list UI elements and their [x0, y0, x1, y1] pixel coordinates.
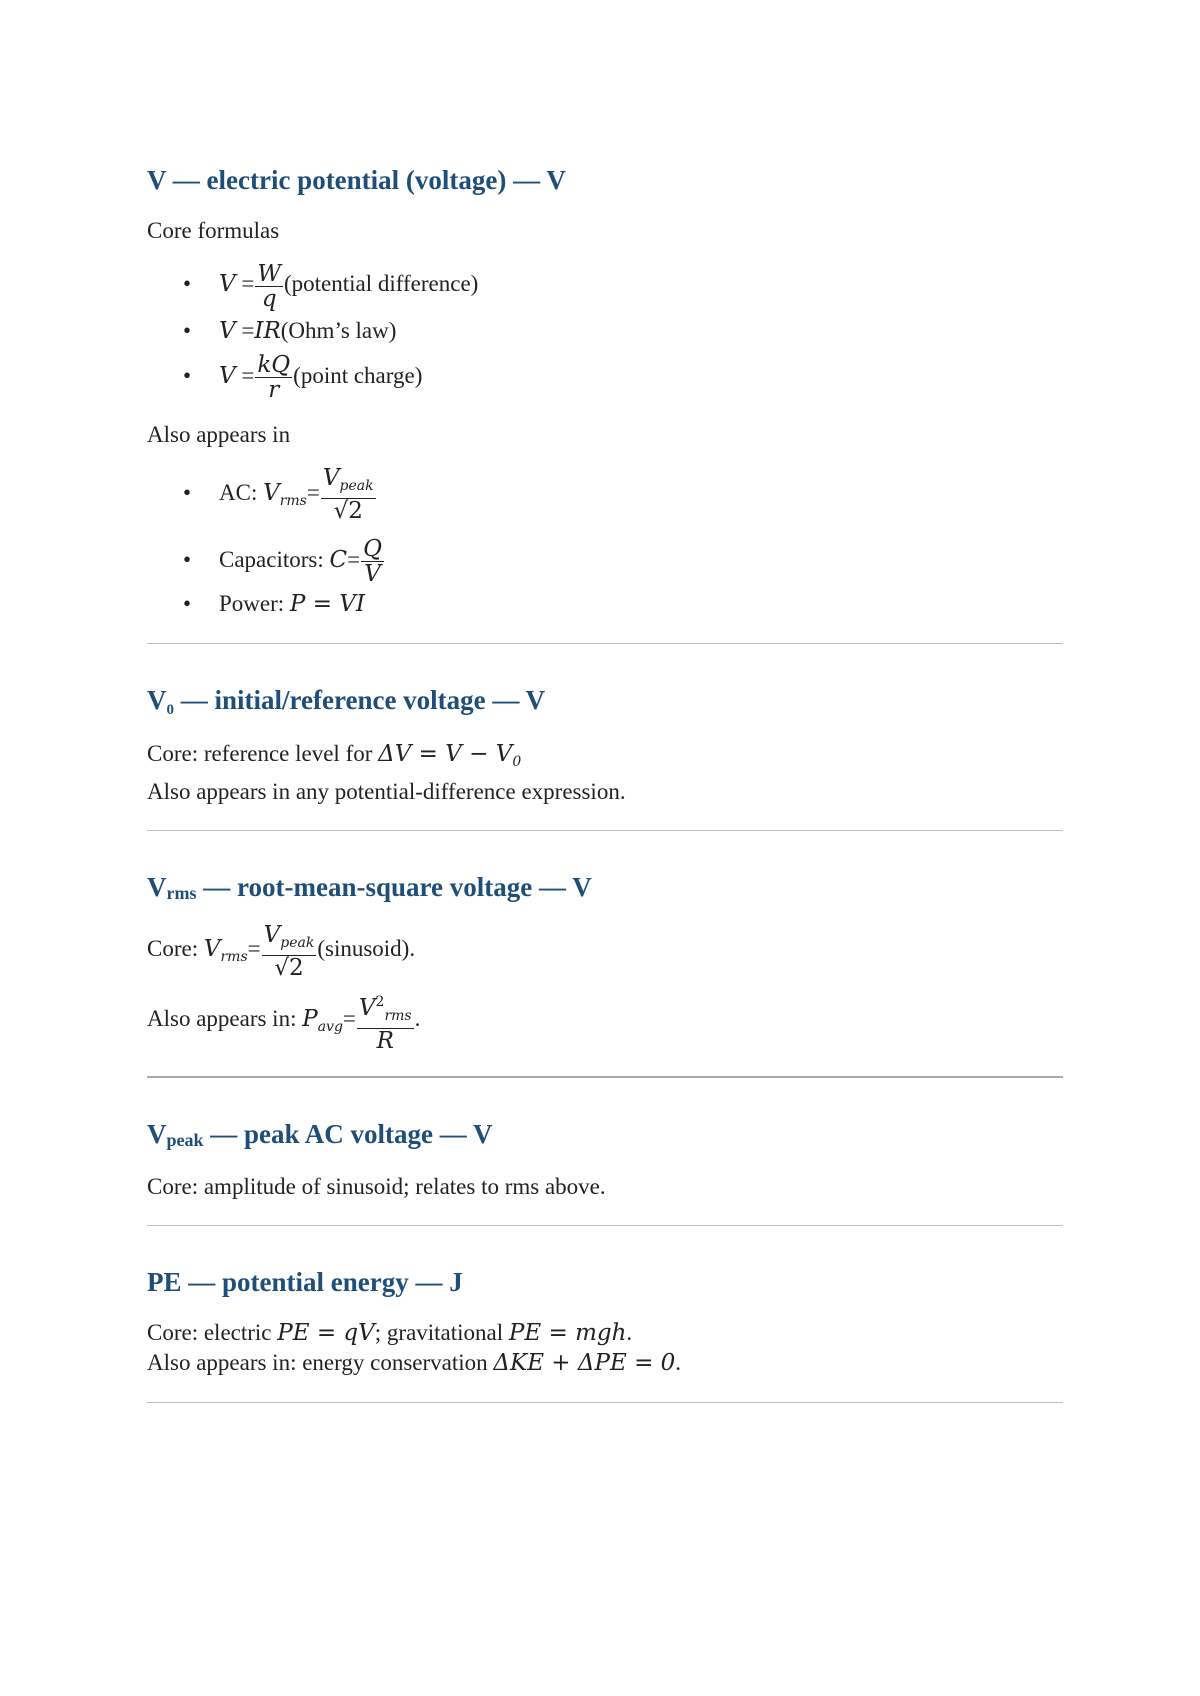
also-text: [147, 1348, 1063, 1378]
fraction-denominator: √2: [262, 955, 317, 980]
fraction-numerator: [262, 923, 317, 955]
core-suffix: (sinusoid).: [317, 936, 416, 962]
fraction-denominator: V: [361, 561, 384, 586]
core-lhs-sub: rms: [220, 949, 248, 966]
formula-op: =: [241, 317, 255, 343]
numerator-sup: 2: [375, 993, 385, 1010]
section-pe: [147, 1266, 1063, 1378]
numerator-sub: peak: [280, 934, 315, 951]
section-divider: [147, 1076, 1063, 1078]
formula-note: (Ohm’s law): [280, 317, 397, 343]
core-math-sub: 0: [512, 753, 522, 770]
document-page: [147, 150, 1063, 1403]
also-math: ΔKE + ΔPE = 0: [493, 1350, 676, 1377]
formula-op: =: [241, 362, 255, 388]
heading-symbol: V: [147, 1119, 167, 1150]
formula-expr: P = VI: [289, 590, 365, 617]
also-text: Also appears in: $P_{avg}=$ $\frac{V^2_{rms}}{R}$ .: [147, 988, 1063, 1058]
formula-op: =: [347, 546, 361, 572]
formula-lhs: V: [219, 317, 236, 344]
also-lhs-sub: avg: [317, 1019, 343, 1036]
formula-note: (potential difference): [284, 271, 479, 297]
numerator-symbol: V: [263, 921, 281, 948]
formula-rhs: IR: [254, 317, 281, 344]
list-item: [219, 533, 1063, 587]
section-heading: [147, 1266, 1063, 1298]
fraction: [361, 537, 384, 586]
core-prefix: Core: electric: [147, 1320, 278, 1346]
list-item: [219, 259, 1063, 310]
fraction-numerator: kQ: [257, 351, 291, 378]
core-text: [147, 1318, 1063, 1348]
formula-note: (point charge): [293, 362, 423, 388]
section-vrms: [147, 871, 1063, 1059]
fraction-numerator: Q: [363, 536, 382, 563]
heading-symbol: V: [147, 871, 167, 902]
formula-lhs: V: [219, 362, 236, 389]
heading-title: — initial/reference voltage — V: [180, 684, 546, 715]
fraction-denominator: √2: [321, 498, 376, 523]
fraction-denominator: R: [357, 1028, 414, 1053]
core-heading: Core formulas: [147, 218, 280, 244]
heading-title: — electric potential (voltage) — V: [172, 165, 566, 195]
formula-op: =: [241, 271, 255, 297]
fraction-numerator: W: [257, 260, 281, 287]
fraction: [357, 990, 414, 1053]
also-text: Also appears in any potential-difference expression.: [147, 778, 626, 804]
core-text: [147, 739, 1063, 777]
core-text: Core: $V_{rms}=$ $\frac{V_{peak}}{√2}$ (sinusoid).: [147, 921, 416, 981]
formula-lhs: V: [219, 271, 236, 298]
list-item: [219, 461, 1063, 533]
fraction: [255, 262, 283, 311]
heading-title: — peak AC voltage — V: [210, 1119, 493, 1150]
fraction-numerator: [321, 466, 376, 498]
core-prefix: Core:: [147, 936, 204, 962]
fraction: [255, 353, 292, 402]
formula-lhs: C: [329, 546, 348, 573]
formula-lhs-sub: rms: [279, 492, 307, 509]
item-prefix: Capacitors:: [219, 546, 330, 572]
also-end: .: [675, 1350, 682, 1376]
heading-symbol-sub: rms: [166, 882, 197, 903]
section-v: [147, 164, 1063, 621]
heading-symbol-sub: 0: [166, 701, 174, 718]
fraction: [321, 466, 376, 523]
core-lhs: V: [203, 936, 221, 963]
numerator-sub: rms: [384, 1007, 412, 1024]
core-mid: ; gravitational: [374, 1320, 509, 1346]
core-math-gravitational: PE = mgh: [508, 1320, 627, 1347]
section-heading: [147, 164, 1063, 196]
list-item: [219, 351, 1063, 402]
also-list: [147, 461, 1063, 621]
section-divider: [147, 643, 1063, 644]
formula-op: =: [306, 479, 320, 505]
section-heading: [147, 684, 1063, 719]
heading-symbol-sub: peak: [166, 1130, 204, 1151]
heading-symbol: V: [147, 684, 167, 715]
numerator-sub: peak: [339, 478, 374, 495]
also-prefix: Also appears in: energy conservation: [147, 1350, 494, 1376]
section-heading: [147, 871, 1063, 905]
numerator-symbol: V: [322, 465, 340, 492]
formula-lhs: V: [263, 479, 280, 506]
section-v0: [147, 684, 1063, 806]
heading-symbol: PE: [147, 1267, 182, 1298]
heading-symbol: V: [147, 165, 167, 195]
core-math: ΔV = V − V: [378, 740, 513, 767]
fraction-denominator: q: [255, 286, 283, 311]
core-end: .: [626, 1320, 633, 1346]
section-divider: [147, 1225, 1063, 1226]
list-item: [219, 311, 1063, 351]
heading-title: — root-mean-square voltage — V: [203, 871, 592, 902]
section-divider: [147, 1402, 1063, 1403]
section-vpeak: [147, 1118, 1063, 1201]
item-prefix: AC:: [219, 479, 264, 505]
list-item: [219, 587, 1063, 621]
core-prefix: Core: reference level for: [147, 740, 379, 766]
numerator-symbol: V: [358, 994, 376, 1021]
heading-title: — potential energy — J: [188, 1267, 463, 1298]
core-math-electric: PE = qV: [277, 1320, 375, 1347]
also-suffix: .: [414, 1006, 421, 1032]
core-formula-list: [147, 259, 1063, 401]
section-heading: [147, 1118, 1063, 1152]
also-prefix: Also appears in:: [147, 1006, 303, 1032]
item-prefix: Power:: [219, 590, 290, 616]
core-text: Core: amplitude of sinusoid; relates to rms above.: [147, 1174, 606, 1200]
fraction-denominator: r: [255, 377, 292, 402]
fraction: [262, 923, 317, 980]
also-lhs: P: [302, 1006, 318, 1033]
section-divider: [147, 830, 1063, 831]
also-heading: Also appears in: [147, 421, 291, 447]
fraction-numerator: [357, 990, 414, 1028]
